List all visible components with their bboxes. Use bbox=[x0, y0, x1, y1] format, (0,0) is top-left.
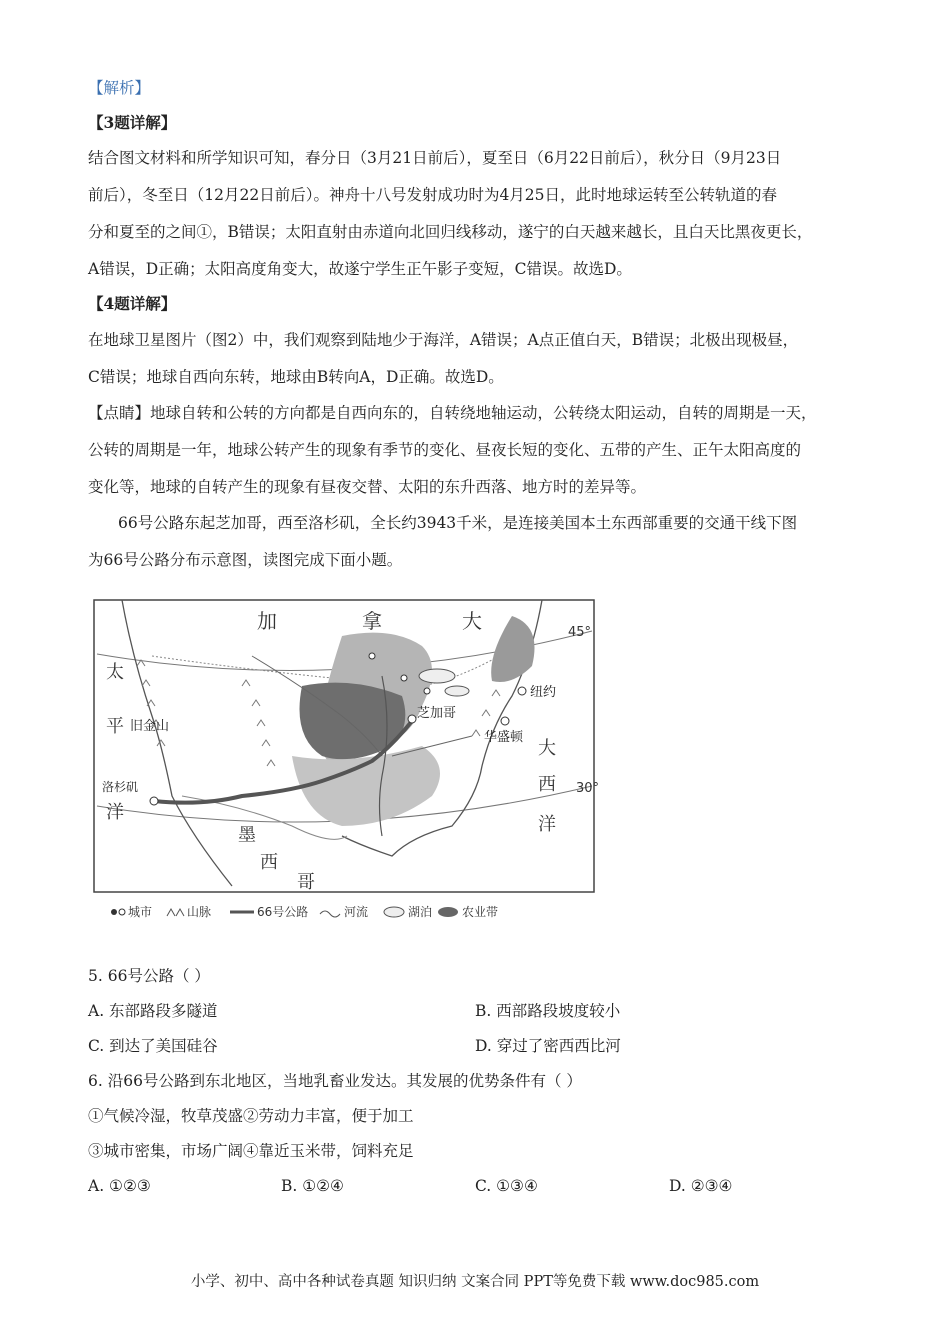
tip-line-1: 【点睛】地球自转和公转的方向都是自西向东的，自转绕地轴运动，公转绕太阳运动，自转的周期是一天， bbox=[88, 404, 817, 422]
city-small-3 bbox=[424, 688, 430, 694]
legend-mountain-icon bbox=[167, 909, 184, 916]
great-lake-1 bbox=[419, 669, 455, 683]
q4-line-1: 在地球卫星图片（图2）中，我们观察到陆地少于海洋，A错误；A点正值白天，B错误；北极出现极昼， bbox=[88, 331, 799, 349]
q6-stem: 6. 沿66号公路到东北地区，当地乳畜业发达。其发展的优势条件有（ ） bbox=[88, 1072, 582, 1090]
label-mexico-3: 哥 bbox=[297, 872, 315, 893]
label-mexico-2: 西 bbox=[260, 852, 278, 873]
q5-option-b: B. 西部路段坡度较小 bbox=[475, 1002, 621, 1020]
q4-line-2: C错误；地球自西向东转，地球由B转向A，D正确。故选D。 bbox=[88, 368, 504, 386]
q6-option-a: A. ①②③ bbox=[88, 1177, 151, 1195]
q6-cond-2: ③城市密集，市场广阔④靠近玉米带，饲料充足 bbox=[88, 1142, 414, 1160]
label-canada-1: 加 bbox=[257, 609, 277, 633]
city-washington bbox=[501, 717, 509, 725]
tip-line-3: 变化等，地球的自转产生的现象有昼夜交替、太阳的东升西落、地方时的差异等。 bbox=[88, 478, 647, 496]
q5-option-d: D. 穿过了密西西比河 bbox=[475, 1037, 621, 1055]
legend-river-icon bbox=[320, 911, 340, 917]
label-pacific-3: 洋 bbox=[106, 802, 124, 823]
q6-option-b: B. ①②④ bbox=[281, 1177, 344, 1195]
label-canada-3: 大 bbox=[462, 609, 482, 633]
legend-lake-icon bbox=[384, 907, 404, 917]
tip-line-2: 公转的周期是一年，地球公转产生的现象有季节的变化、昼夜长短的变化、五带的产生、正午太阳高度的 bbox=[88, 441, 802, 459]
label-washington: 华盛顿 bbox=[484, 730, 524, 745]
label-lat45: 45° bbox=[568, 625, 592, 640]
legend-route: 66号公路 bbox=[257, 905, 309, 919]
city-la bbox=[150, 797, 158, 805]
map-legend bbox=[111, 904, 498, 919]
label-atlantic-1: 大 bbox=[538, 738, 556, 759]
legend-city-dot-filled bbox=[111, 909, 117, 915]
q3-line-2: 前后），冬至日（12月22日前后）。神舟十八号发射成功时为4月25日，此时地球运转至公转轨道的春 bbox=[88, 186, 778, 204]
label-chicago: 芝加哥 bbox=[417, 706, 457, 721]
q6-option-d: D. ②③④ bbox=[669, 1177, 733, 1195]
label-atlantic-2: 西 bbox=[538, 774, 556, 795]
label-pacific-1: 太 bbox=[106, 662, 124, 683]
city-small-2 bbox=[401, 675, 407, 681]
label-newyork: 纽约 bbox=[530, 685, 557, 700]
city-newyork bbox=[518, 687, 526, 695]
q3-line-3: 分和夏至的之间①，B错误；太阳直射由赤道向北回归线移动，遂宁的白天越来越长，且白天比黑夜更长， bbox=[88, 223, 813, 241]
q3-line-4: A错误，D正确；太阳高度角变大，故遂宁学生正午影子变短，C错误。故选D。 bbox=[88, 260, 632, 278]
label-sf: 旧金山 bbox=[130, 719, 170, 734]
legend-agri-icon bbox=[438, 907, 458, 917]
q5-option-a: A. 东部路段多隧道 bbox=[88, 1002, 218, 1020]
q6-cond-1: ①气候冷湿，牧草茂盛②劳动力丰富，便于加工 bbox=[88, 1107, 414, 1125]
legend-river: 河流 bbox=[344, 905, 369, 919]
intro-line-1: 66号公路东起芝加哥，西至洛杉矶，全长约3943千米，是连接美国本土东西部重要的交通干线下图 bbox=[118, 514, 798, 532]
legend-agri: 农业带 bbox=[462, 905, 499, 919]
city-small-1 bbox=[369, 653, 375, 659]
route66-map bbox=[92, 596, 612, 928]
page-footer: 小学、初中、高中各种试卷真题 知识归纳 文案合同 PPT等免费下载 www.doc985.com bbox=[190, 1274, 760, 1290]
label-canada-2: 拿 bbox=[362, 609, 382, 633]
great-lake-2 bbox=[445, 686, 469, 696]
q5-stem: 5. 66号公路（ ） bbox=[88, 967, 210, 985]
label-la: 洛杉矶 bbox=[102, 780, 139, 794]
label-pacific-2: 平 bbox=[106, 716, 124, 737]
legend-city-dot-open bbox=[119, 909, 125, 915]
label-mexico-1: 墨 bbox=[238, 825, 256, 846]
intro-line-2: 为66号公路分布示意图，读图完成下面小题。 bbox=[88, 551, 403, 569]
city-chicago bbox=[408, 715, 416, 723]
legend-city: 城市 bbox=[128, 905, 153, 919]
q6-option-c: C. ①③④ bbox=[475, 1177, 538, 1195]
q3-line-1: 结合图文材料和所学知识可知，春分日（3月21日前后），夏至日（6月22日前后），秋分日（9月23日 bbox=[88, 149, 782, 167]
legend-lake: 湖泊 bbox=[408, 905, 433, 919]
legend-mountain: 山脉 bbox=[187, 905, 212, 919]
q4-heading: 【4题详解】 bbox=[88, 294, 177, 313]
q5-option-c: C. 到达了美国硅谷 bbox=[88, 1037, 218, 1055]
label-atlantic-3: 洋 bbox=[538, 814, 556, 835]
q3-heading: 【3题详解】 bbox=[88, 113, 177, 132]
label-lat30: 30° bbox=[576, 781, 600, 796]
analysis-label: 【解析】 bbox=[88, 79, 151, 97]
